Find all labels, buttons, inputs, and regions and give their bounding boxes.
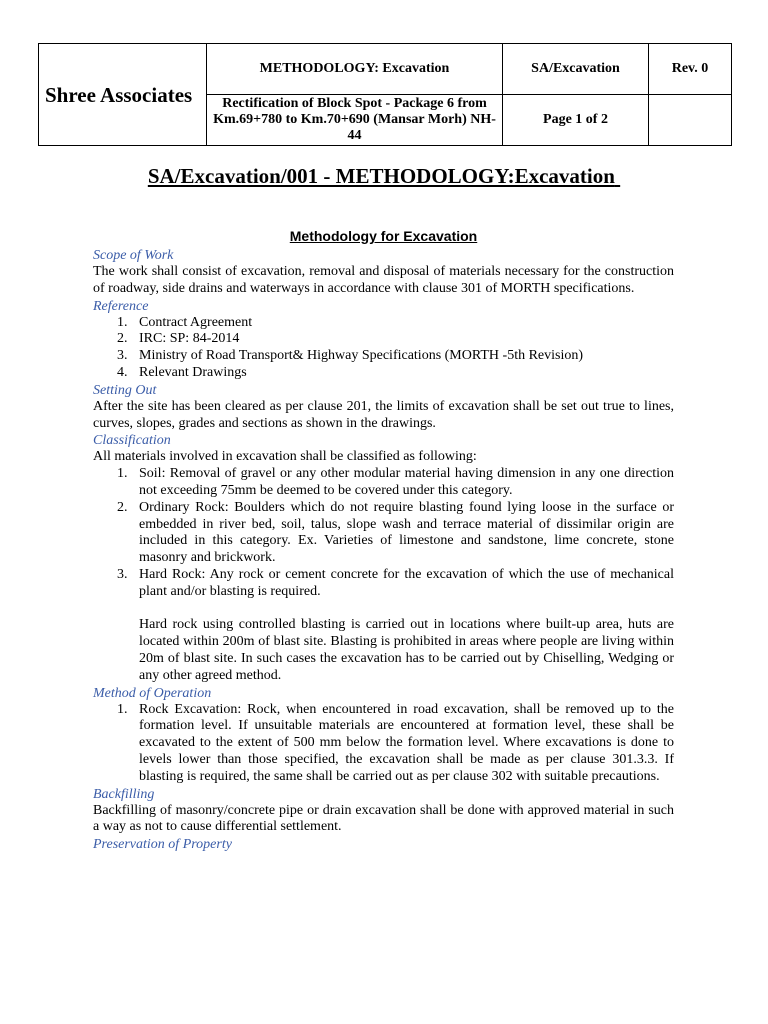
preservation-heading: Preservation of Property [93, 837, 232, 853]
document-body [93, 227, 674, 853]
company-name: Shree Associates [39, 44, 207, 146]
project-cell: Rectification of Block Spot - Package 6 from Km.69+780 to Km.70+690 (Mansar Morh) NH-44 [207, 95, 503, 146]
list-item: 1. Contract Agreement [117, 314, 253, 330]
reference-list [93, 315, 674, 382]
document-header-table [38, 43, 732, 146]
method-list [93, 702, 674, 786]
page-number-cell: Page 1 of 2 [503, 95, 649, 146]
document-title: SA/Excavation/001 - METHODOLOGY:Excavation [147, 164, 615, 188]
revision-cell: Rev. 0 [649, 44, 732, 95]
list-item: 3. Hard Rock: Any rock or cement concrete for the excavation of which the use of mechanical plant and/or blasting is required. [117, 566, 674, 599]
setting-out-text: After the site has been cleared as per clause 201, the limits of excavation shall be set out true to lines, curves, slopes, grades and sections as shown in the drawings. [93, 398, 674, 431]
list-item: 3. Ministry of Road Transport& Highway Specifications (MORTH -5th Revision) [117, 348, 584, 364]
method-heading: Method of Operation [93, 685, 212, 701]
setting-out-heading: Setting Out [93, 382, 157, 398]
hard-rock-note: Hard rock using controlled blasting is carried out in locations where built-up area, huts are located within 200m of blast site. Blasting is prohibited in areas where people are living within 20m of blast site. In such cases the excavation has to be carried out by Chiselling, Wedging or any other agreed method. [139, 617, 674, 683]
methodology-cell: METHODOLOGY: Excavation [207, 44, 503, 95]
classification-list [93, 466, 674, 600]
document-code-cell: SA/Excavation [503, 44, 649, 95]
list-item: 4. Relevant Drawings [117, 364, 247, 380]
list-item: 2. Ordinary Rock: Boulders which do not require blasting found lying loose in the surface or embedded in river bed, soil, talus, slope wash and terrace material of dissimilar origin are included in this category. Ex. Varieties of limestone and sandstone, lime concrete, stone masonry and brickwork. [117, 499, 674, 566]
scope-text: The work shall consist of excavation, removal and disposal of materials necessary for the construction of roadway, side drains and waterways in accordance with clause 301 of MORTH specifications. [93, 264, 674, 296]
scope-heading: Scope of Work [93, 248, 174, 263]
list-item: 2. IRC: SP: 84-2014 [117, 331, 240, 347]
list-item: 1. Rock Excavation: Rock, when encountered in road excavation, shall be removed up to the formation level. If unsuitable materials are encountered at formation level, these shall be excavated to the extent of 500 mm below the formation level. Where excavations is done to levels lower than those specified, the excavation shall be made as per clause 301.3.3. If blasting is required, the same shall be carried out as per clause 302 with suitable precautions. [117, 701, 674, 784]
classification-intro: All materials involved in excavation shall be classified as following: [93, 449, 477, 465]
classification-heading: Classification [93, 433, 171, 449]
section-title: Methodology for Excavation [289, 228, 478, 244]
list-item: 1. Soil: Removal of gravel or any other modular material having dimension in any one direction not exceeding 75mm be deemed to be covered under this category. [117, 466, 674, 498]
backfilling-heading: Backfilling [93, 786, 155, 802]
empty-cell [649, 95, 732, 146]
backfilling-text: Backfilling of masonry/concrete pipe or drain excavation shall be done with approved material in such a way as not to cause differential settlement. [93, 802, 674, 835]
reference-heading: Reference [93, 298, 149, 314]
